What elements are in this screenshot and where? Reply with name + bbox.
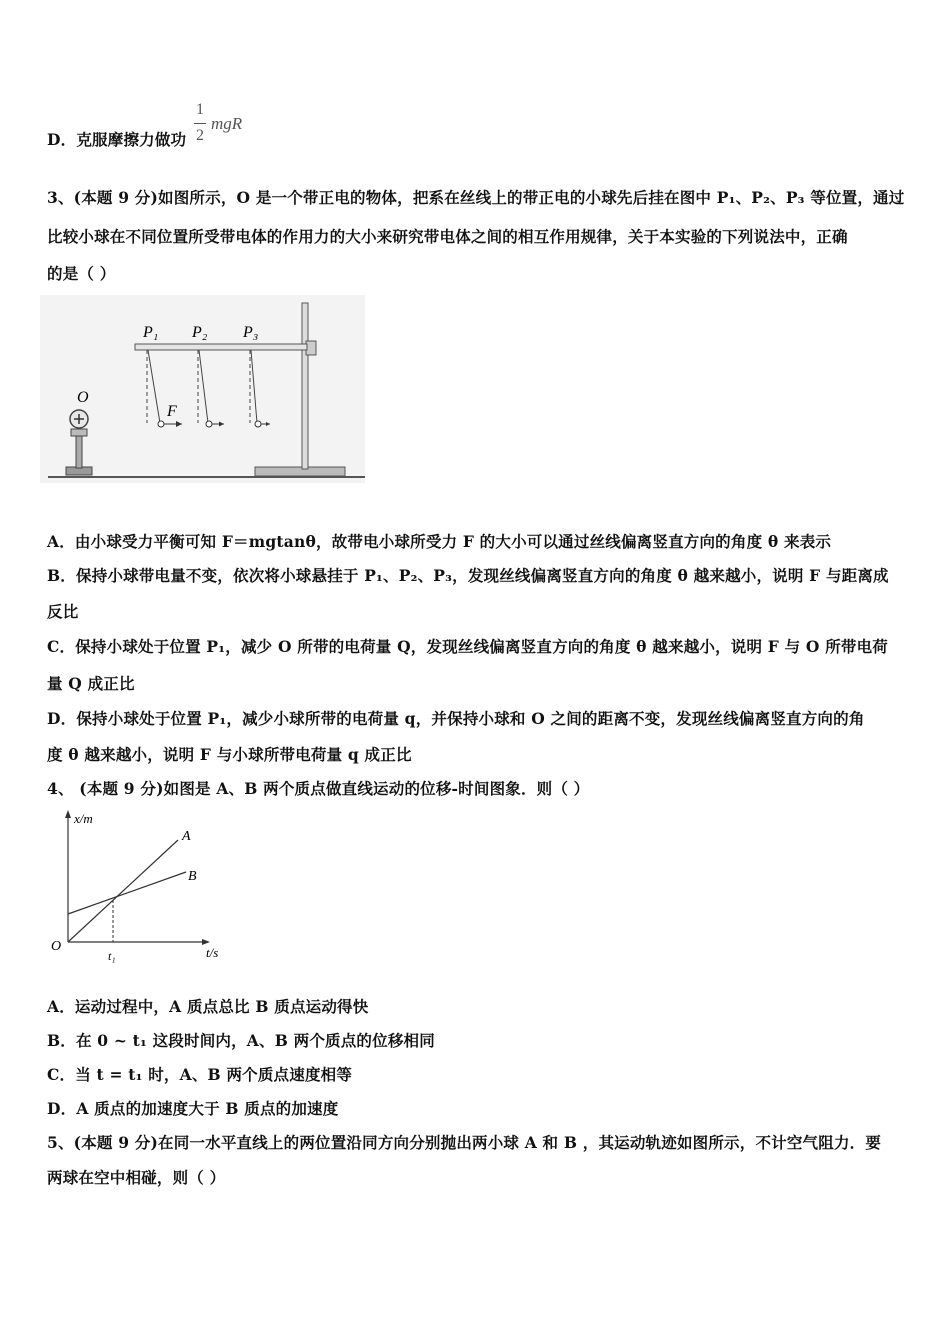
q3-stem-line-1: 3、(本题 9 分)如图所示，O 是一个带正电的物体，把系在丝线上的带正电的小球先后挂在图中 P₁、P₂、P₃ 等位置，通过	[47, 188, 905, 207]
label-p2: P₂	[192, 324, 208, 341]
label-line-b: B	[188, 869, 197, 884]
q3-option-b-line-2: 反比	[47, 602, 79, 621]
q3-option-d-line-1: D．保持小球处于位置 P₁，减少小球所带的电荷量 q，并保持小球和 O 之间的距离不变，发现丝线偏离竖直方向的角	[47, 709, 865, 728]
fraction-denominator: 2	[196, 127, 204, 144]
ball-p3	[255, 421, 261, 427]
y-axis-arrow	[65, 810, 71, 818]
q3-option-d-line-2: 度 θ 越来越小，说明 F 与小球所带电荷量 q 成正比	[47, 745, 412, 764]
fraction-expression: mgR	[211, 114, 243, 133]
stand-pole	[302, 303, 308, 469]
q3-option-c-line-1: C．保持小球处于位置 P₁，减少 O 所带的电荷量 Q，发现丝线偏离竖直方向的角度 θ 越来越小，说明 F 与 O 所带电荷	[47, 637, 888, 656]
o-plate	[71, 429, 87, 436]
q3-option-b-line-1: B．保持小球带电量不变，依次将小球悬挂于 P₁、P₂、P₃，发现丝线偏离竖直方向的角度 θ 越来越小，说明 F 与距离成	[47, 566, 889, 585]
label-p1: P₁	[143, 324, 159, 341]
stand-base	[255, 467, 345, 476]
q5-stem-line-1: 5、(本题 9 分)在同一水平直线上的两位置沿同方向分别抛出两小球 A 和 B ，其运动轨迹如图所示，不计空气阻力．要	[47, 1133, 882, 1152]
fraction-bar	[194, 123, 206, 124]
q4-option-d: D．A 质点的加速度大于 B 质点的加速度	[47, 1099, 339, 1118]
origin-label: O	[51, 939, 62, 954]
q4-graph	[40, 808, 240, 968]
q5-stem-line-2: 两球在空中相碰，则（ ）	[47, 1168, 226, 1187]
ball-p2	[206, 421, 212, 427]
ball-p1	[158, 421, 164, 427]
x-axis-label: t/s	[206, 945, 219, 960]
t1-label: t₁	[108, 949, 116, 963]
q3-option-a: A．由小球受力平衡可知 F＝mgtanθ，故带电小球所受力 F 的大小可以通过丝线偏离竖直方向的角度 θ 来表示	[47, 532, 832, 551]
label-line-a: A	[182, 829, 191, 844]
label-o: O	[77, 389, 89, 406]
y-axis-label: x/m	[74, 811, 93, 826]
horizontal-rod	[135, 344, 307, 350]
q3-stem-line-3: 的是（ ）	[47, 264, 116, 283]
line-a	[68, 840, 178, 942]
label-f: F	[167, 403, 177, 420]
q3-option-c-line-2: 量 Q 成正比	[47, 674, 135, 693]
q4-stem: 4、 (本题 9 分)如图是 A、B 两个质点做直线运动的位移-时间图象．则（ ）	[47, 779, 590, 798]
q3-figure	[40, 295, 370, 490]
q4-option-c: C．当 t = t₁ 时，A、B 两个质点速度相等	[47, 1065, 353, 1084]
label-p3: P₃	[243, 324, 259, 341]
q4-option-a: A．运动过程中，A 质点总比 B 质点运动得快	[47, 997, 369, 1016]
o-support	[76, 435, 82, 468]
line-b	[68, 872, 186, 914]
fraction-numerator: 1	[196, 101, 204, 118]
q3-stem-line-2: 比较小球在不同位置所受带电体的作用力的大小来研究带电体之间的相互作用规律，关于本实验的下列说法中，正确	[47, 227, 848, 246]
q4-option-b: B．在 0 ~ t₁ 这段时间内，A、B 两个质点的位移相同	[47, 1031, 435, 1050]
q2-option-d: D．克服摩擦力做功	[47, 130, 187, 149]
